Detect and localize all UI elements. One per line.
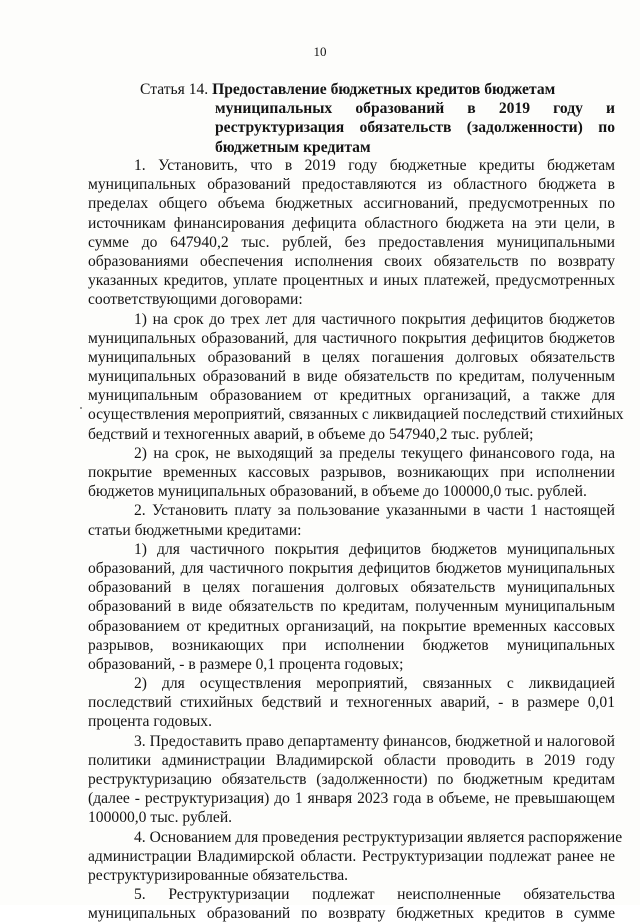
text-line: муниципальных образований в целях погашения долговых обязательств bbox=[88, 348, 615, 366]
text-line: статьи бюджетными кредитами: bbox=[88, 521, 302, 539]
text-line: муниципальным образованием от кредитных организаций, а также для bbox=[88, 387, 615, 405]
text-line: 1) на срок до трех лет для частичного покрытия дефицитов бюджетов bbox=[134, 310, 615, 328]
article-heading bbox=[140, 80, 615, 157]
text-line: реструктуризацию обязательств (задолженности) по бюджетным кредитам bbox=[88, 771, 615, 788]
text-line: разрывов, возникающих при исполнении бюджетов муниципальных bbox=[88, 636, 615, 654]
text-line: муниципальных образований предоставляются из областного бюджета в bbox=[88, 176, 615, 194]
text-line: образованием от кредитных организаций, на покрытие временных кассовых bbox=[88, 617, 615, 635]
text-line: образований в целях погашения долговых обязательств муниципальных bbox=[88, 579, 615, 597]
text-line: администрации Владимирской области. Реструктуризации подлежат ранее не bbox=[88, 847, 615, 865]
text-line: (далее - реструктуризация) до 1 января 2023 года в объеме, не превышающем bbox=[88, 790, 615, 808]
text-line: 100000,0 тыс. рублей. bbox=[88, 809, 233, 827]
article-title-line: муниципальных образований в 2019 году и bbox=[215, 100, 615, 118]
article-title-line: реструктуризация обязательств (задолженности) по bbox=[215, 119, 615, 137]
text-line: политики администрации Владимирской области проводить в 2019 году bbox=[88, 751, 615, 769]
text-line: источникам финансирования дефицита областного бюджета на эти цели, в bbox=[88, 214, 615, 232]
scan-speck bbox=[80, 407, 82, 409]
text-line: 4. Основанием для проведения реструктуризации является распоряжение bbox=[134, 828, 623, 846]
text-line: образованиями обеспечения исполнения своих обязательств по возврату bbox=[88, 252, 615, 270]
article-body bbox=[88, 156, 624, 924]
article-prefix: Статья 14. bbox=[140, 81, 209, 98]
page-number: 10 bbox=[313, 44, 327, 59]
text-line: 2) для осуществления мероприятий, связанных с ликвидацией bbox=[134, 675, 615, 693]
text-line: 5. Реструктуризации подлежат неисполненные обязательства bbox=[134, 886, 615, 904]
text-line: последствий стихийных бедствий и техногенных аварий, - в размере 0,01 bbox=[88, 694, 615, 712]
text-line: 2. Установить плату за пользование указанными в части 1 настоящей bbox=[134, 502, 615, 520]
text-line: 2) на срок, не выходящий за пределы текущего финансового года, на bbox=[134, 444, 615, 462]
text-line: муниципальных образований по возврату бюджетных кредитов в сумме bbox=[88, 905, 615, 923]
article-title-continuation bbox=[140, 99, 615, 157]
text-line: образований, для частичного покрытия дефицитов бюджетов муниципальных bbox=[88, 559, 615, 577]
text-line: 1) для частичного покрытия дефицитов бюджетов муниципальных bbox=[134, 540, 615, 558]
text-line: сумме до 647940,2 тыс. рублей, без предоставления муниципальными bbox=[88, 233, 615, 251]
text-line: бюджетов муниципальных образований, в объеме до 100000,0 тыс. рублей. bbox=[88, 483, 587, 501]
article-title-line: бюджетным кредитам bbox=[215, 138, 371, 156]
text-line: образований, - в размере 0,1 процента годовых; bbox=[88, 655, 404, 673]
text-line: образований в виде обязательств по кредитам, полученным муниципальным bbox=[88, 598, 615, 616]
text-line: покрытие временных кассовых разрывов, возникающих при исполнении bbox=[88, 464, 615, 481]
text-line: процента годовых. bbox=[88, 713, 212, 731]
text-line: муниципальных образований, для частичного покрытия дефицитов бюджетов bbox=[88, 329, 615, 347]
text-line: соответствующими договорами: bbox=[88, 291, 303, 309]
text-line: осуществления мероприятий, связанных с ликвидацией последствий стихийных bbox=[88, 406, 624, 424]
text-line: 3. Предоставить право департаменту финансов, бюджетной и налоговой bbox=[134, 732, 615, 750]
text-line: указанных кредитов, уплате процентных и иных платежей, предусмотренных bbox=[88, 272, 615, 290]
article-title-line: Предоставление бюджетных кредитов бюджетам bbox=[212, 81, 556, 98]
text-line: бедствий и техногенных аварий, в объеме до 547940,2 тыс. рублей; bbox=[88, 425, 534, 443]
text-line: муниципальных образований в виде обязательств по кредитам, полученным bbox=[88, 368, 615, 386]
text-line: 1. Установить, что в 2019 году бюджетные кредиты бюджетам bbox=[134, 157, 615, 174]
article-heading-line bbox=[140, 80, 615, 99]
text-line: реструктуризированные обязательства. bbox=[88, 866, 349, 884]
text-line: пределах общего объема бюджетных ассигнований, предусмотренных по bbox=[88, 195, 615, 213]
